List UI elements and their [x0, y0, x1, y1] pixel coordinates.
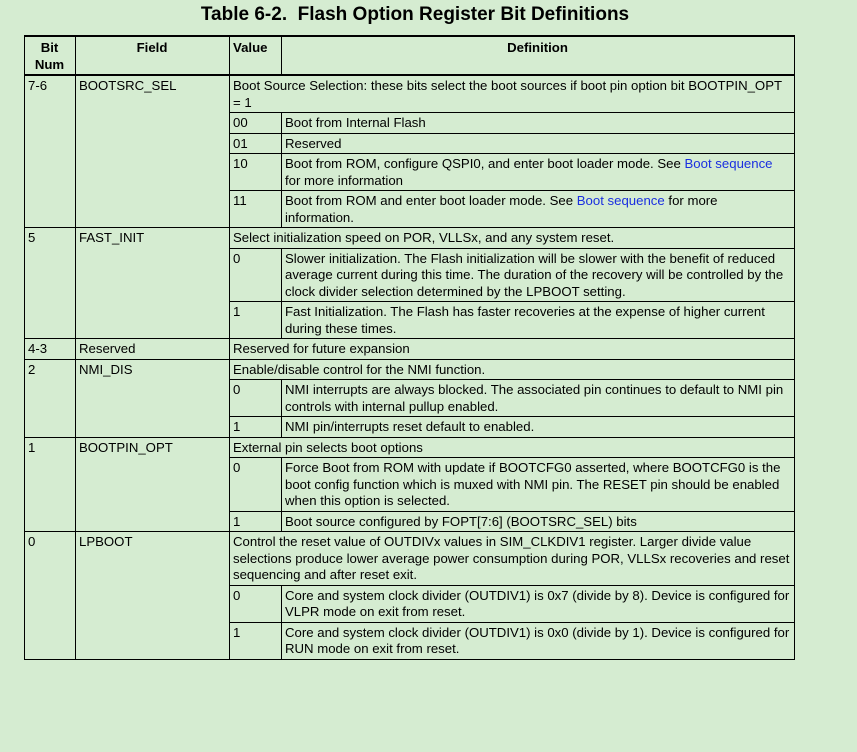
field-cell: Reserved [76, 339, 230, 360]
header-field: Field [76, 36, 230, 75]
summary-cell: Select initialization speed on POR, VLLSx, and any system reset. [230, 228, 795, 249]
summary-cell: External pin selects boot options [230, 437, 795, 458]
value-definition-cell [282, 154, 795, 191]
summary-cell: Boot Source Selection: these bits select the boot sources if boot pin option bit BOOTPIN_OPT = 1 [230, 75, 795, 113]
definition-text: for more information. [285, 193, 718, 225]
field-cell: BOOTSRC_SEL [76, 75, 230, 228]
value-definition-cell: NMI interrupts are always blocked. The associated pin continues to default to NMI pin controls with internal pullup enabled. [282, 380, 795, 417]
value-cell: 1 [230, 417, 282, 438]
value-definition-cell: Boot from Internal Flash [282, 113, 795, 134]
bit-cell: 2 [25, 359, 76, 437]
summary-cell: Reserved for future expansion [230, 339, 795, 360]
field-cell: LPBOOT [76, 532, 230, 660]
table-row [25, 359, 795, 380]
table-number: Table 6-2. [200, 4, 288, 25]
field-cell: NMI_DIS [76, 359, 230, 437]
boot-sequence-link[interactable]: Boot sequence [576, 193, 665, 208]
table-row [25, 437, 795, 458]
table-caption [0, 4, 830, 26]
value-definition-cell: Force Boot from ROM with update if BOOTCFG0 asserted, where BOOTCFG0 is the boot config function which is muxed with NMI pin. The RESET pin should be enabled when this option is selected. [282, 458, 795, 512]
value-definition-cell: Fast Initialization. The Flash has faster recoveries at the expense of higher current during these times. [282, 302, 795, 339]
table-row [25, 339, 795, 360]
summary-cell: Control the reset value of OUTDIVx values in SIM_CLKDIV1 register. Larger divide value selections produce lower average power consumption during POR, VLLSx recoveries and reset sequencing and after reset exit. [230, 532, 795, 586]
bit-cell: 7-6 [25, 75, 76, 228]
value-cell: 1 [230, 302, 282, 339]
value-cell: 1 [230, 622, 282, 659]
bit-cell: 1 [25, 437, 76, 532]
value-definition-cell: Slower initialization. The Flash initialization will be slower with the benefit of reduced average current during this time. The duration of the recovery will be controlled by the clock divider selection determined by the LPBOOT setting. [282, 248, 795, 302]
table-row [25, 75, 795, 113]
header-row [25, 36, 795, 75]
bit-cell: 5 [25, 228, 76, 339]
summary-cell: Enable/disable control for the NMI function. [230, 359, 795, 380]
value-definition-cell [282, 191, 795, 228]
field-cell: FAST_INIT [76, 228, 230, 339]
value-definition-cell: NMI pin/interrupts reset default to enabled. [282, 417, 795, 438]
value-cell: 10 [230, 154, 282, 191]
value-cell: 0 [230, 380, 282, 417]
header-value: Value [230, 36, 282, 75]
header-definition: Definition [282, 36, 795, 75]
value-cell: 0 [230, 458, 282, 512]
value-cell: 11 [230, 191, 282, 228]
bit-cell: 4-3 [25, 339, 76, 360]
value-cell: 0 [230, 585, 282, 622]
value-definition-cell: Core and system clock divider (OUTDIV1) is 0x0 (divide by 1). Device is configured for RUN mode on exit from reset. [282, 622, 795, 659]
definition-text: for more information [285, 172, 403, 188]
definition-text: Boot from ROM and enter boot loader mode. See [285, 193, 577, 208]
field-cell: BOOTPIN_OPT [76, 437, 230, 532]
value-definition-cell: Core and system clock divider (OUTDIV1) is 0x7 (divide by 8). Device is configured for VLPR mode on exit from reset. [282, 585, 795, 622]
bit-definitions-table [24, 35, 795, 660]
table-row [25, 532, 795, 586]
table-body [25, 75, 795, 659]
value-definition-cell: Reserved [282, 133, 795, 154]
value-definition-cell: Boot source configured by FOPT[7:6] (BOOTSRC_SEL) bits [282, 511, 795, 532]
definition-text: Boot from ROM, configure QSPI0, and enter boot loader mode. See [285, 156, 685, 171]
header-bit-num: Bit Num [25, 36, 76, 75]
value-cell: 0 [230, 248, 282, 302]
value-cell: 00 [230, 113, 282, 134]
table-row [25, 228, 795, 249]
value-cell: 1 [230, 511, 282, 532]
boot-sequence-link[interactable]: Boot sequence [684, 156, 773, 171]
value-cell: 01 [230, 133, 282, 154]
table-title: Flash Option Register Bit Definitions [297, 4, 630, 25]
bit-cell: 0 [25, 532, 76, 660]
